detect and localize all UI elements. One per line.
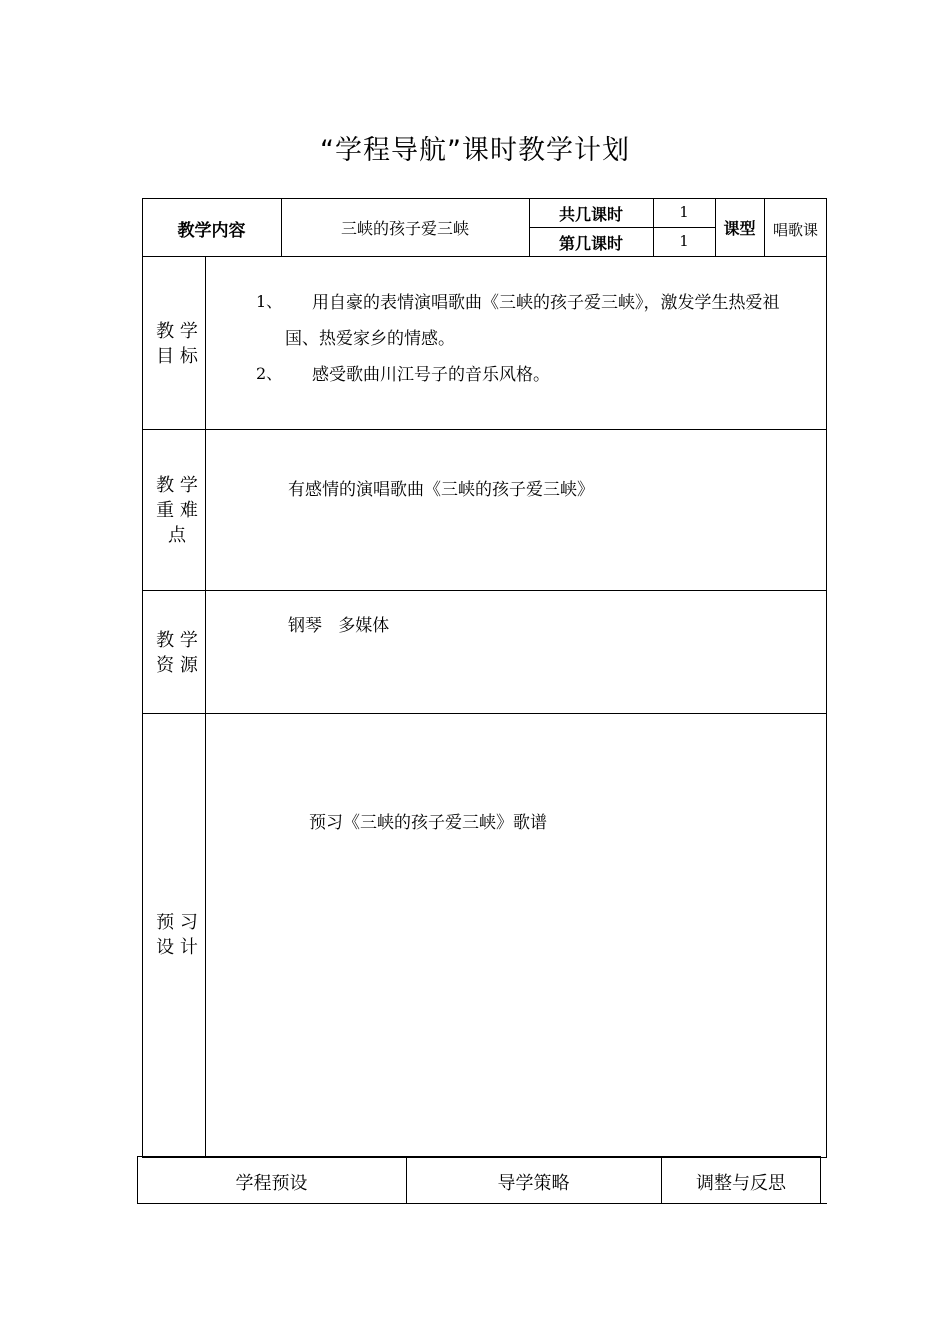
footer-col-presets: 学程预设 (235, 1173, 308, 1194)
resources-label-line1: 教 学 (156, 630, 198, 651)
current-hour-label: 第几课时 (558, 234, 623, 253)
objective-2-text: 感受歌曲川江号子的音乐风格。 (312, 365, 550, 385)
content-label: 教学内容 (177, 221, 246, 241)
type-label: 课型 (723, 219, 756, 238)
row-line-resources (142, 713, 827, 714)
row-line-objectives (142, 429, 827, 430)
objectives-label-line1: 教 学 (156, 321, 198, 342)
keypoints-label-line3: 点 (168, 525, 186, 546)
objective-1-text: 用自豪的表情演唱歌曲《三峡的孩子爱三峡》，激发学生热爱祖 (312, 293, 780, 313)
type-value: 唱歌课 (772, 221, 818, 239)
objectives-label-line2: 目 标 (156, 346, 198, 367)
header-row-bottom-line (142, 256, 827, 257)
content-value: 三峡的孩子爱三峡 (340, 219, 469, 238)
resources-text: 钢琴 多媒体 (288, 616, 390, 636)
keypoints-label-line1: 教 学 (156, 475, 198, 496)
resources-label-line2: 资 源 (156, 655, 198, 676)
keypoints-label-line2: 重 难 (156, 500, 198, 521)
current-hour-value: 1 (679, 232, 689, 250)
footer-col-reflection: 调整与反思 (696, 1173, 786, 1194)
total-hours-label: 共几课时 (558, 205, 623, 224)
preview-label-line2: 设 计 (156, 937, 198, 958)
preview-text: 预习《三峡的孩子爱三峡》歌谱 (309, 813, 547, 833)
row-line-keypoints (142, 590, 827, 591)
keypoints-text: 有感情的演唱歌曲《三峡的孩子爱三峡》 (288, 480, 594, 500)
label-column-line (205, 256, 206, 1158)
plan-table (142, 198, 827, 1158)
objective-1-continued: 国、热爱家乡的情感。 (285, 329, 455, 349)
footer-col-strategy: 导学策略 (497, 1173, 570, 1194)
preview-label-line1: 预 习 (156, 912, 198, 933)
footer-tail-line (821, 1203, 827, 1204)
page-title: “学程导航”课时教学计划 (320, 135, 630, 166)
objective-1-number: 1、 (256, 292, 283, 311)
total-hours-value: 1 (679, 203, 689, 221)
objective-2-number: 2、 (256, 364, 283, 383)
header-mid-line (529, 227, 715, 228)
